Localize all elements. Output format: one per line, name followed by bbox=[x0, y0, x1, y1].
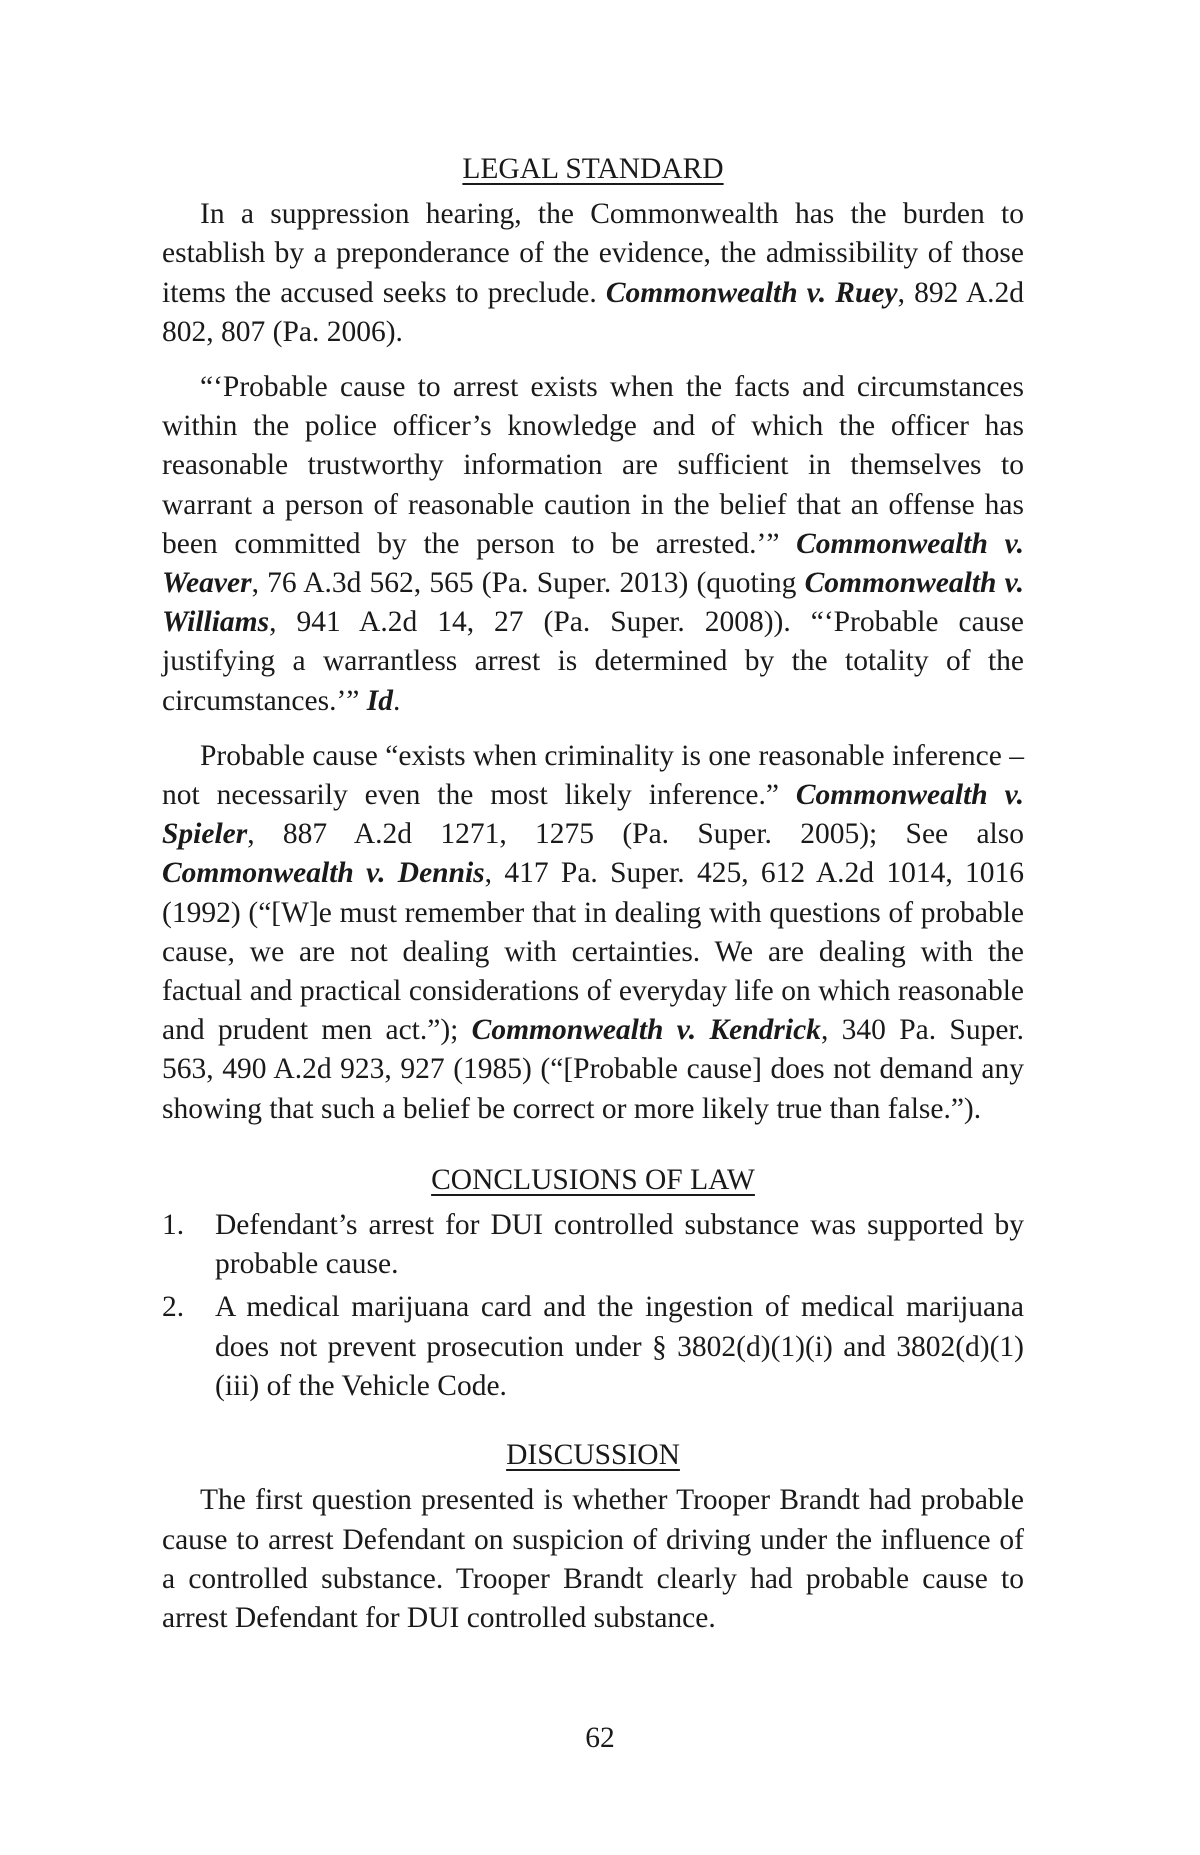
conclusions-list bbox=[162, 1206, 1024, 1406]
paragraph-text: “‘Probable cause to arrest exists when the facts and circumstances within the police officer’s knowledge and of which the officer has reasonable trustworthy information are sufficient in themselves to warrant a person of reasonable caution in the belief that an offense has been committed by the person to be arrested.’” bbox=[162, 371, 1024, 560]
discussion-paragraph-1: The first question presented is whether Trooper Brandt had probable cause to arrest Defendant on suspicion of driving under the influence of a controlled substance. Trooper Brandt clearly had probable cause to arrest Defendant for DUI controlled substance. bbox=[162, 1484, 1024, 1634]
case-citation: Commonwealth v. Dennis bbox=[162, 857, 485, 890]
case-citation: Commonwealth v. Williams bbox=[162, 567, 1024, 639]
paragraph-text: , 76 A.3d 562, 565 (Pa. Super. 2013) (quoting bbox=[251, 567, 805, 600]
legal-standard-paragraph-2 bbox=[162, 368, 1024, 721]
list-item-text: Defendant’s arrest for DUI controlled substance was supported by probable cause. bbox=[215, 1209, 1024, 1281]
paragraph-text: , 887 A.2d 1271, 1275 (Pa. Super. 2005); See also bbox=[247, 818, 1024, 851]
paragraph-text: , 892 A.2d 802, 807 (Pa. 2006). bbox=[162, 276, 1024, 348]
legal-standard-paragraph-1 bbox=[162, 195, 1024, 352]
paragraph-text: , 941 A.2d 14, 27 (Pa. Super. 2008)). “‘Probable cause justifying a warrantless arrest is determined by the totality of the circumstances.’” bbox=[162, 606, 1024, 717]
list-item bbox=[162, 1288, 1024, 1406]
page-number: 62 bbox=[585, 1722, 615, 1754]
document-page bbox=[162, 150, 1024, 1654]
paragraph-text: , 340 Pa. Super. 563, 490 A.2d 923, 927 (1985) (“[Probable cause] does not demand any showing that such a belief be correct or more likely true than false.”). bbox=[162, 1014, 1024, 1125]
case-citation: Commonwealth v. Weaver bbox=[162, 527, 1024, 600]
case-citation: Commonwealth v. Kendrick bbox=[471, 1014, 821, 1047]
case-citation: Commonwealth v. Ruey bbox=[605, 276, 898, 309]
paragraph-text: . bbox=[393, 684, 401, 717]
legal-standard-heading: LEGAL STANDARD bbox=[462, 153, 724, 185]
paragraph-text: , 417 Pa. Super. 425, 612 A.2d 1014, 1016 (1992) (“[W]e must remember that in dealing with questions of probable cause, we are not dealing with certainties. We are dealing with the factual and practical considerations of everyday life on which reasonable and prudent men act.”); bbox=[162, 857, 1024, 1047]
list-item-text: A medical marijuana card and the ingestion of medical marijuana does not prevent prosecution under § 3802(d)(1)(i) and 3802(d)(1)(iii) of the Vehicle Code. bbox=[215, 1291, 1024, 1402]
case-citation: Id bbox=[366, 684, 393, 717]
list-item-number: 2. bbox=[162, 1291, 185, 1324]
conclusions-of-law-heading: CONCLUSIONS OF LAW bbox=[431, 1163, 755, 1196]
legal-standard-paragraph-3 bbox=[162, 737, 1024, 1129]
list-item-number: 1. bbox=[162, 1209, 185, 1242]
paragraph-text: Probable cause “exists when criminality is one reasonable inference – not necessarily even the most likely inference.” bbox=[162, 739, 1024, 812]
paragraph-text: In a suppression hearing, the Commonwealth has the burden to establish by a preponderance of the evidence, the admissibility of those items the accused seeks to preclude. bbox=[162, 198, 1024, 309]
discussion-heading: DISCUSSION bbox=[506, 1439, 680, 1472]
list-item bbox=[162, 1206, 1024, 1284]
case-citation: Commonwealth v. Spieler bbox=[162, 779, 1024, 851]
